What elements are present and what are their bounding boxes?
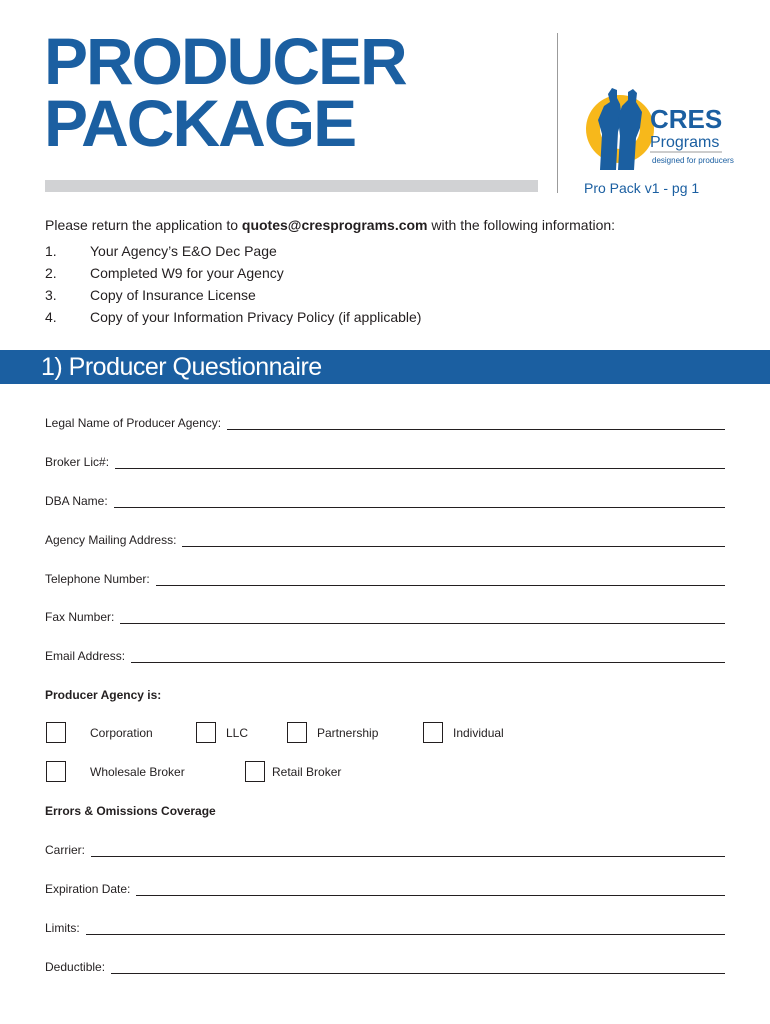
deductible-input[interactable] [111, 961, 725, 974]
list-item: 1. Your Agency’s E&O Dec Page [45, 243, 277, 259]
email-field [45, 647, 725, 663]
intro-text [45, 217, 615, 233]
telephone-input[interactable] [156, 573, 725, 586]
corporation-label: Corporation [90, 726, 153, 740]
title-line-2: PACKAGE [44, 86, 356, 160]
list-item: 3. Copy of Insurance License [45, 287, 256, 303]
mailing-address-field [45, 531, 725, 547]
email-input[interactable] [131, 650, 725, 663]
legal-name-input[interactable] [227, 417, 725, 430]
deductible-field [45, 958, 725, 974]
broker-lic-field [45, 453, 725, 469]
logo-sub: Programs [650, 134, 720, 151]
fax-field [45, 608, 725, 624]
email-label: Email Address: [45, 649, 126, 663]
carrier-label: Carrier: [45, 843, 86, 857]
dba-input[interactable] [114, 495, 725, 508]
section-header [0, 350, 770, 384]
legal-name-field [45, 414, 725, 430]
limits-input[interactable] [86, 922, 725, 935]
carrier-field [45, 841, 725, 857]
expiration-field [45, 880, 725, 896]
logo-name: CRES [650, 104, 723, 134]
requirements-list [45, 242, 421, 330]
section-title: 1) Producer Questionnaire [41, 353, 322, 381]
wholesale-broker-label: Wholesale Broker [90, 765, 185, 779]
return-email-link[interactable]: quotes@cresprograms.com [241, 217, 428, 233]
header-divider-bar [45, 180, 538, 192]
telephone-field [45, 570, 725, 586]
limits-label: Limits: [45, 921, 80, 935]
agency-type-heading: Producer Agency is: [45, 688, 162, 702]
corporation-checkbox[interactable] [46, 722, 66, 743]
legal-name-label: Legal Name of Producer Agency: [45, 416, 222, 430]
individual-label: Individual [453, 726, 504, 740]
expiration-input[interactable] [136, 883, 725, 896]
logo-tagline: designed for producers [652, 156, 734, 165]
individual-checkbox[interactable] [423, 722, 443, 743]
fax-label: Fax Number: [45, 610, 115, 624]
dba-label: DBA Name: [45, 494, 108, 508]
broker-lic-label: Broker Lic#: [45, 455, 110, 469]
mailing-address-label: Agency Mailing Address: [45, 533, 177, 547]
partnership-checkbox[interactable] [287, 722, 307, 743]
dba-field [45, 492, 725, 508]
wholesale-broker-checkbox[interactable] [46, 761, 66, 782]
intro-suffix: with the following information: [427, 217, 616, 233]
partnership-label: Partnership [317, 726, 379, 740]
eo-heading: Errors & Omissions Coverage [45, 804, 216, 818]
mailing-address-input[interactable] [182, 534, 725, 547]
intro-prefix: Please return the application to [45, 217, 242, 233]
list-item: 4. Copy of your Information Privacy Policy (if applicable) [45, 309, 422, 325]
page-indicator: Pro Pack v1 - pg 1 [584, 180, 700, 196]
fax-input[interactable] [120, 611, 725, 624]
header-vertical-rule [557, 33, 558, 193]
telephone-label: Telephone Number: [45, 572, 150, 586]
broker-lic-input[interactable] [115, 456, 725, 469]
llc-checkbox[interactable] [196, 722, 216, 743]
llc-label: LLC [226, 726, 249, 740]
retail-broker-label: Retail Broker [272, 765, 342, 779]
title-line-1: PRODUCER [44, 24, 406, 98]
limits-field [45, 919, 725, 935]
expiration-label: Expiration Date: [45, 882, 131, 896]
carrier-input[interactable] [91, 844, 725, 857]
cres-logo [582, 84, 734, 172]
retail-broker-checkbox[interactable] [245, 761, 265, 782]
deductible-label: Deductible: [45, 960, 106, 974]
list-item: 2. Completed W9 for your Agency [45, 265, 284, 281]
page-title [44, 24, 406, 160]
